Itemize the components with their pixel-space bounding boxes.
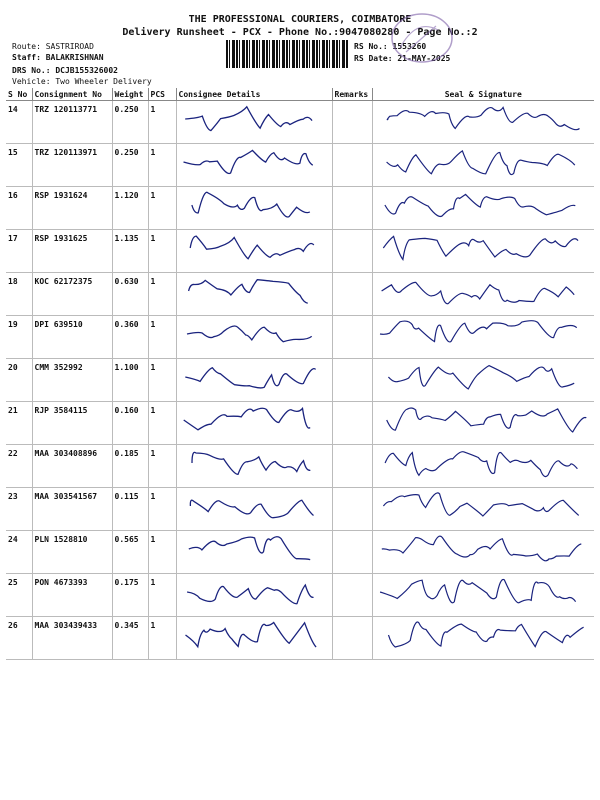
sno-cell: 15	[6, 144, 32, 187]
table-row	[6, 531, 594, 574]
table-row	[6, 230, 594, 273]
consignee-handwriting	[176, 101, 332, 144]
consignment-cell: DPI 639510	[32, 316, 112, 359]
signature-handwriting	[372, 273, 594, 316]
table-row	[6, 273, 594, 316]
table-row	[6, 359, 594, 402]
table-row	[6, 488, 594, 531]
remarks-cell	[332, 230, 372, 273]
sno-cell: 20	[6, 359, 32, 402]
col-consignment: Consignment No	[32, 88, 112, 101]
consignee-handwriting	[176, 187, 332, 230]
sno-cell: 17	[6, 230, 32, 273]
remarks-cell	[332, 488, 372, 531]
consignee-handwriting	[176, 574, 332, 617]
weight-cell: 0.360	[112, 316, 148, 359]
consignment-cell: RSP 1931624	[32, 187, 112, 230]
signature-handwriting	[372, 445, 594, 488]
pcs-cell: 1	[148, 531, 176, 574]
route-label: Route: SASTRIROAD	[12, 42, 94, 51]
signature-handwriting	[372, 187, 594, 230]
remarks-cell	[332, 316, 372, 359]
table-row	[6, 617, 594, 660]
weight-cell: 1.120	[112, 187, 148, 230]
weight-cell: 0.250	[112, 144, 148, 187]
table-header-row	[6, 88, 594, 101]
consignee-handwriting	[176, 617, 332, 660]
sno-cell: 26	[6, 617, 32, 660]
remarks-cell	[332, 445, 372, 488]
sno-cell: 24	[6, 531, 32, 574]
company-title: THE PROFESSIONAL COURIERS, COIMBATORE	[188, 14, 412, 25]
col-remarks: Remarks	[332, 88, 372, 101]
sno-cell: 14	[6, 101, 32, 144]
weight-cell: 0.250	[112, 101, 148, 144]
sno-cell: 25	[6, 574, 32, 617]
signature-handwriting	[372, 359, 594, 402]
pcs-cell: 1	[148, 402, 176, 445]
consignment-cell: CMM 352992	[32, 359, 112, 402]
rs-date: RS Date: 21-MAY-2025	[354, 54, 451, 63]
consignment-cell: PON 4673393	[32, 574, 112, 617]
signature-handwriting	[372, 617, 594, 660]
weight-cell: 0.185	[112, 445, 148, 488]
pcs-cell: 1	[148, 359, 176, 402]
remarks-cell	[332, 187, 372, 230]
remarks-cell	[332, 144, 372, 187]
remarks-cell	[332, 273, 372, 316]
col-consignee: Consignee Details	[176, 88, 332, 101]
weight-cell: 0.115	[112, 488, 148, 531]
drs-number: DRS No.: DCJB155326002	[12, 66, 118, 75]
signature-handwriting	[372, 144, 594, 187]
sno-cell: 22	[6, 445, 32, 488]
pcs-cell: 1	[148, 187, 176, 230]
sno-cell: 21	[6, 402, 32, 445]
table-row	[6, 101, 594, 144]
signature-handwriting	[372, 488, 594, 531]
weight-cell: 1.100	[112, 359, 148, 402]
consignment-cell: KOC 62172375	[32, 273, 112, 316]
pcs-cell: 1	[148, 574, 176, 617]
remarks-cell	[332, 531, 372, 574]
col-pcs: PCS	[148, 88, 176, 101]
consignee-handwriting	[176, 402, 332, 445]
consignment-cell: RJP 3584115	[32, 402, 112, 445]
sno-cell: 16	[6, 187, 32, 230]
remarks-cell	[332, 574, 372, 617]
col-signature: Seal & Signature	[372, 88, 594, 101]
pcs-cell: 1	[148, 144, 176, 187]
pcs-cell: 1	[148, 316, 176, 359]
consignee-handwriting	[176, 488, 332, 531]
remarks-cell	[332, 101, 372, 144]
pcs-cell: 1	[148, 273, 176, 316]
consignment-cell: MAA 303408896	[32, 445, 112, 488]
table-row	[6, 144, 594, 187]
weight-cell: 0.630	[112, 273, 148, 316]
sno-cell: 23	[6, 488, 32, 531]
consignee-handwriting	[176, 273, 332, 316]
sno-cell: 18	[6, 273, 32, 316]
barcode	[226, 40, 348, 68]
rs-number: RS No.: 1553260	[354, 42, 427, 51]
pcs-cell: 1	[148, 101, 176, 144]
staff-label: Staff: BALAKRISHNAN	[12, 53, 104, 62]
consignment-cell: MAA 303541567	[32, 488, 112, 531]
vehicle-label: Vehicle: Two Wheeler Delivery	[12, 77, 152, 86]
weight-cell: 0.345	[112, 617, 148, 660]
consignee-handwriting	[176, 531, 332, 574]
weight-cell: 0.565	[112, 531, 148, 574]
pcs-cell: 1	[148, 230, 176, 273]
signature-handwriting	[372, 230, 594, 273]
runsheet-table	[6, 88, 594, 660]
consignment-cell: MAA 303439433	[32, 617, 112, 660]
table-row	[6, 402, 594, 445]
consignment-cell: PLN 1528810	[32, 531, 112, 574]
weight-cell: 0.160	[112, 402, 148, 445]
pcs-cell: 1	[148, 445, 176, 488]
weight-cell: 0.175	[112, 574, 148, 617]
table-row	[6, 445, 594, 488]
pcs-cell: 1	[148, 488, 176, 531]
consignee-handwriting	[176, 144, 332, 187]
signature-handwriting	[372, 402, 594, 445]
consignee-handwriting	[176, 316, 332, 359]
remarks-cell	[332, 359, 372, 402]
table-row	[6, 187, 594, 230]
remarks-cell	[332, 617, 372, 660]
consignee-handwriting	[176, 359, 332, 402]
table-row	[6, 574, 594, 617]
remarks-cell	[332, 402, 372, 445]
signature-handwriting	[372, 574, 594, 617]
signature-handwriting	[372, 316, 594, 359]
signature-handwriting	[372, 531, 594, 574]
consignment-cell: RSP 1931625	[32, 230, 112, 273]
weight-cell: 1.135	[112, 230, 148, 273]
runsheet-subtitle: Delivery Runsheet - PCX - Phone No.:9047080280 - Page No.:2	[122, 27, 478, 38]
consignee-handwriting	[176, 230, 332, 273]
received-stamp	[386, 8, 456, 68]
table-row	[6, 316, 594, 359]
sno-cell: 19	[6, 316, 32, 359]
col-sno: S No	[6, 88, 32, 101]
consignee-handwriting	[176, 445, 332, 488]
consignment-cell: TRZ 120113971	[32, 144, 112, 187]
signature-handwriting	[372, 101, 594, 144]
pcs-cell: 1	[148, 617, 176, 660]
col-weight: Weight	[112, 88, 148, 101]
consignment-cell: TRZ 120113771	[32, 101, 112, 144]
